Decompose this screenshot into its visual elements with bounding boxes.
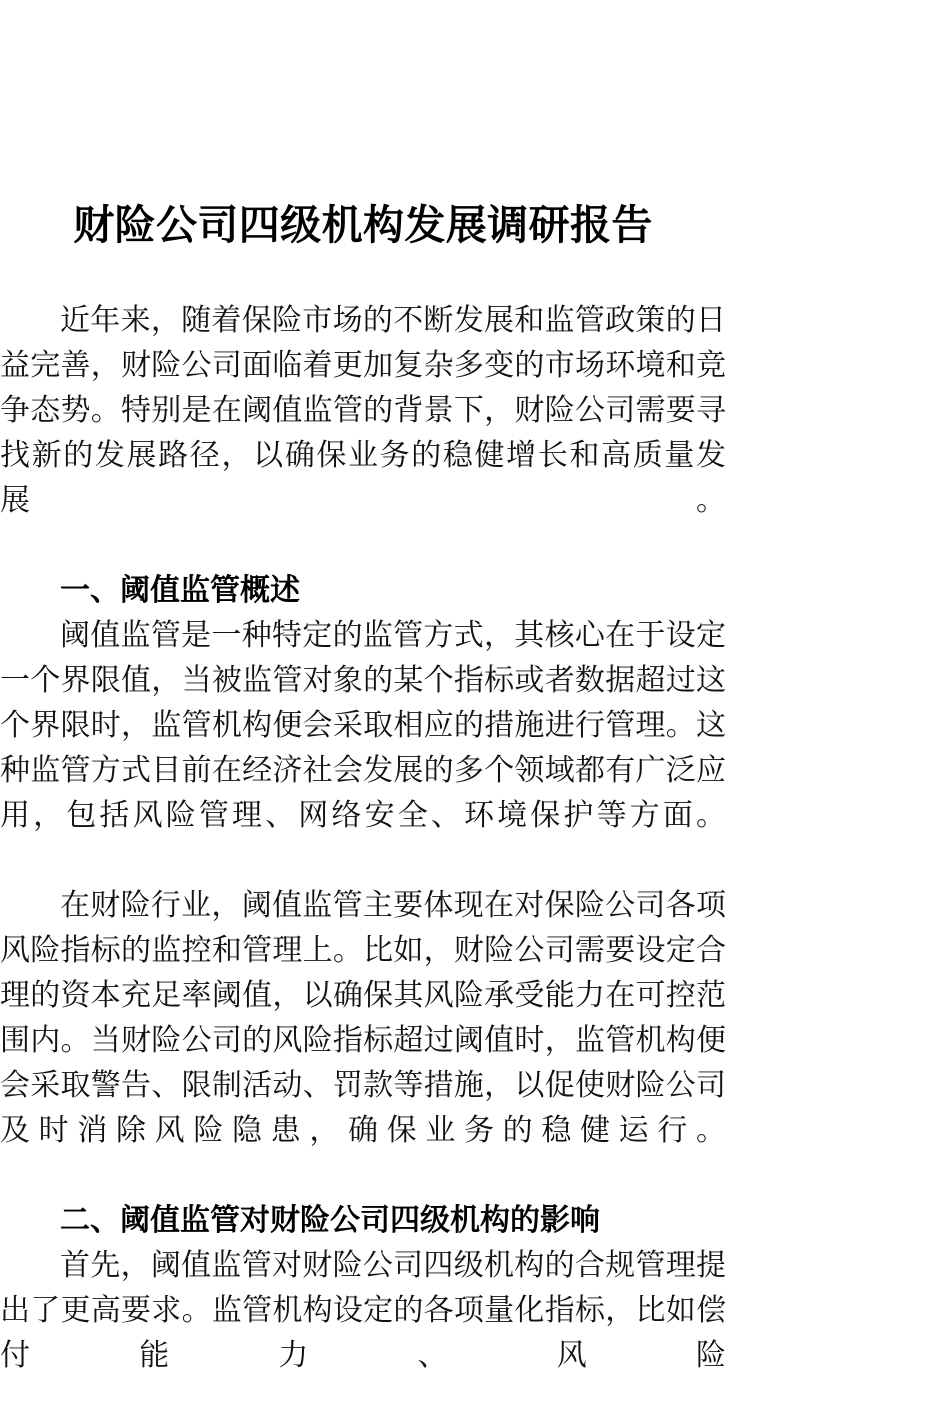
section-heading-2: 二、阈值监管对财险公司四级机构的影响 <box>60 1203 600 1238</box>
document-body <box>0 298 726 1423</box>
page-title: 财险公司四级机构发展调研报告 <box>73 201 653 249</box>
paragraph-section1-2: 在财险行业，阈值监管主要体现在对保险公司各项风险指标的监控和管理上。比如，财险公司需要设定合理的资本充足率阈值，以确保其风险承受能力在可控范围内。当财险公司的风险指标超过阈值时，监管机构便会采取警告、限制活动、罚款等措施，以促使财险公司及时消除风险隐患，确保业务的稳健运行。 <box>0 888 726 1148</box>
paragraph-intro: 近年来，随着保险市场的不断发展和监管政策的日益完善，财险公司面临着更加复杂多变的市场环境和竞争态势。特别是在阈值监管的背景下，财险公司需要寻找新的发展路径，以确保业务的稳健增长和高质量发展。 <box>0 303 726 518</box>
paragraph-section2-1: 首先，阈值监管对财险公司四级机构的合规管理提出了更高要求。监管机构设定的各项量化指标，比如偿付能力、风险 <box>0 1248 726 1373</box>
section-heading-1: 一、阈值监管概述 <box>60 573 300 608</box>
paragraph-section1-1: 阈值监管是一种特定的监管方式，其核心在于设定一个界限值，当被监管对象的某个指标或者数据超过这个界限时，监管机构便会采取相应的措施进行管理。这种监管方式目前在经济社会发展的多个领域都有广泛应用，包括风险管理、网络安全、环境保护等方面。 <box>0 618 726 833</box>
